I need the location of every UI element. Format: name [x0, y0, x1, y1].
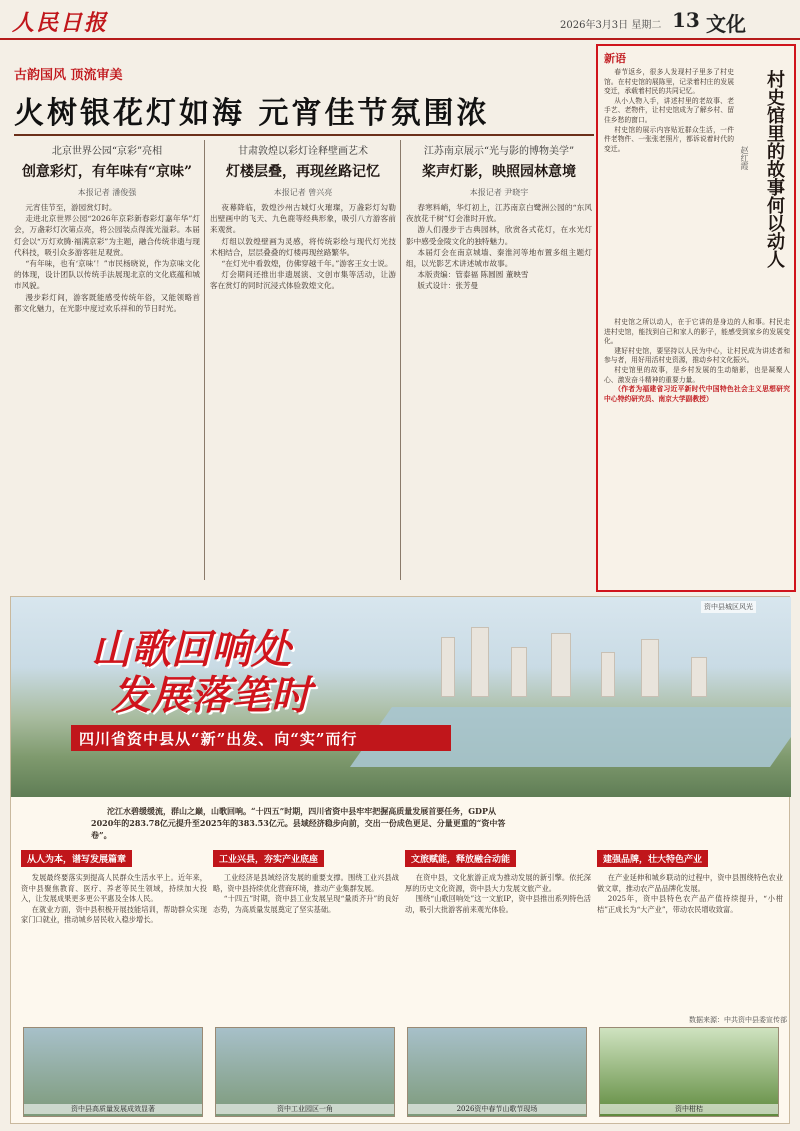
- building-shape: [691, 657, 707, 697]
- commentary-tag: 新语: [604, 52, 626, 65]
- feature-paragraph: 在资中县，文化旅游正成为推动发展的新引擎。依托深厚的历史文化资源，资中县大力发展文旅产业。: [405, 873, 591, 893]
- article-paragraph: “在灯光中看敦煌，仿佛穿越千年。”游客王女士说。: [221, 259, 393, 269]
- photo-caption: 资中县高质量发展成效显著: [24, 1104, 202, 1114]
- commentary-paragraph: 建好村史馆，要坚持以人民为中心，让村民成为讲述者和参与者，用好用活村史资源，推动乡村文化振兴。: [604, 346, 790, 365]
- article-paragraph: 游人们漫步于古典园林，欣赏各式花灯，在水光灯影中感受金陵文化的独特魅力。: [406, 225, 592, 246]
- commentary-author-note: （作者为福建省习近平新时代中国特色社会主义思想研究中心特约研究员、南京大学副教授）: [604, 385, 790, 403]
- article-paragraph: 本版责编：管泰福 陈圆圆 董映雪: [417, 270, 529, 280]
- newspaper-logo: 人民日报: [12, 10, 109, 36]
- feature-title: [91, 627, 311, 719]
- feature-paragraph: 在就业方面，资中县积极开展技能培训，帮助群众实现家门口就业，推动城乡居民收入稳步增长。: [21, 904, 207, 925]
- article-headline: 创意彩灯，有年味有“京味”: [21, 164, 193, 180]
- column-divider: [204, 140, 205, 580]
- article-subhead: 江苏南京展示“光与影的博物美学”: [423, 146, 575, 157]
- article-subhead: 北京世界公园“京彩”亮相: [51, 146, 163, 157]
- feature-title-line: 山歌回响处: [91, 626, 291, 673]
- headline-rule: [14, 134, 594, 136]
- feature-column-head: 建强品牌，壮大特色产业: [597, 850, 708, 867]
- feature-title-line: 发展落笔时: [111, 672, 311, 719]
- article-beijing: [14, 140, 200, 580]
- photo-caption: 资中工业园区一角: [216, 1104, 394, 1114]
- article-headline: 桨声灯影，映照园林意境: [422, 164, 576, 180]
- photo-citrus: [599, 1027, 779, 1117]
- article-dunhuang: [210, 140, 396, 580]
- page-number: 13: [672, 8, 700, 32]
- photo-industrial-park: [215, 1027, 395, 1117]
- photo-caption: 2026资中春节山歌节现场: [408, 1104, 586, 1114]
- commentary-title: 村史馆里的故事何以动人: [764, 70, 785, 268]
- feature-section: [10, 596, 790, 1124]
- feature-column-head: 从人为本，谱写发展篇章: [21, 850, 132, 867]
- photo-caption: 资中柑桔: [600, 1104, 778, 1114]
- feature-paragraph: 发展最终要落实到提高人民群众生活水平上。近年来，资中县聚焦教育、医疗、养老等民生领域，持续加大投入，让发展成果更多更公平惠及全体人民。: [21, 873, 207, 904]
- article-paragraph: 本届灯会在南京城墙、秦淮河等地布置多组主题灯组，以光影艺术讲述城市故事。: [406, 247, 592, 269]
- feature-column-head: 工业兴县，夯实产业底座: [213, 850, 324, 867]
- masthead: [0, 0, 800, 40]
- feature-lead: 沱江水碧缓缓流，群山之巅，山歌回响。“十四五”时期，四川省资中县牢牢把握高质量发展首要任务，GDP从2020年的283.78亿元提升至2025年的383.53亿元。县域经济稳步向前，交出一份成色更足、分量更重的“资中答卷”。: [91, 806, 506, 840]
- article-paragraph: 灯会期间还推出非遗展演、文创市集等活动，让游客在赏灯的同时沉浸式体验敦煌文化。: [210, 270, 396, 291]
- photo-caption: 资中县城区风光: [701, 601, 756, 613]
- photo-county-development: [23, 1027, 203, 1117]
- feature-paragraph: 2025年，资中县特色农产品产值持续提升，“小柑桔”正成长为“大产业”，带动农民增收致富。: [597, 894, 783, 914]
- building-shape: [511, 647, 527, 697]
- commentary-paragraph: 村史馆的展示内容贴近群众生活，一件件老物件、一张张老照片，都诉说着时代的变迁。: [604, 125, 734, 153]
- article-nanjing: [406, 140, 592, 580]
- article-byline: 本报记者 曾兴亮: [273, 188, 333, 197]
- top-kicker: 古韵国风 顶流审美: [14, 68, 123, 83]
- feature-paragraph: 在产业延伸和城乡联动的过程中，资中县围绕特色农业做文章，推动农产品品牌化发展。: [597, 873, 783, 893]
- column-divider: [400, 140, 401, 580]
- feature-subtitle-band: 四川省资中县从“新”出发、向“实”而行: [71, 725, 451, 751]
- building-shape: [601, 652, 615, 697]
- article-headline: 灯楼层叠，再现丝路记忆: [226, 164, 380, 180]
- building-shape: [641, 639, 659, 697]
- article-paragraph: “有年味，也有‘京味’！”市民杨晓说，作为京味文化的体现，设计团队以传统手法展现北京的文化底蕴和城市风貌。: [14, 259, 200, 291]
- photo-folk-song-festival: [407, 1027, 587, 1117]
- city-panorama-photo: [11, 597, 791, 797]
- article-byline: 本报记者 潘俊强: [77, 188, 137, 197]
- building-shape: [551, 633, 571, 697]
- article-paragraph: 走进北京世界公园“2026年京彩新春彩灯嘉年华”灯会，万盏彩灯次第点亮，将公园装点得流光溢彩。本届灯会以“万灯欢腾·福满京彩”为主题，融合传统非遗与现代科技，吸引众多游客驻足观赏。: [14, 214, 200, 257]
- article-byline: 本报记者 尹晓宇: [469, 188, 529, 197]
- article-paragraph: 春寒料峭，华灯初上，江苏南京白鹭洲公园的“东风夜放花千树”灯会准时开放。: [406, 203, 592, 224]
- article-paragraph: 灯组以敦煌壁画为灵感，将传统彩绘与现代灯光技术相结合，层层叠叠的灯楼再现丝路繁华。: [210, 236, 396, 257]
- building-shape: [441, 637, 455, 697]
- feature-paragraph: 工业经济是县域经济发展的重要支撑。围绕工业兴县战略，资中县持续优化营商环境，推动产业集群发展。: [213, 873, 399, 893]
- commentary-body-bottom: [604, 318, 790, 590]
- building-shape: [471, 627, 489, 697]
- article-paragraph: 元宵佳节至，游园赏灯时。: [25, 203, 117, 212]
- data-credit: 数据来源：中共资中县委宣传部: [689, 1016, 787, 1024]
- feature-paragraph: “十四五”时期，资中县工业发展呈现“量质齐升”的良好态势，为高质量发展奠定了坚实基础。: [213, 894, 399, 914]
- commentary-paragraph: 从小人物入手，讲述村里的老故事、老手艺、老物件，让村史馆成为了解乡村、留住乡愁的窗口。: [604, 96, 734, 124]
- issue-date: 2026年3月3日 星期二: [560, 20, 662, 31]
- feature-column-head: 文旅赋能，释放融合动能: [405, 850, 516, 867]
- commentary-body-top: [604, 68, 734, 318]
- top-headline: 火树银花灯如海 元宵佳节氛围浓: [14, 96, 490, 131]
- commentary-paragraph: 村史馆里的故事，是乡村发展的生动缩影，也是凝聚人心、激发奋斗精神的重要力量。: [604, 365, 790, 384]
- section-title: 文化: [706, 12, 746, 36]
- commentary-paragraph: 村史馆之所以动人，在于它讲的是身边的人和事。村民走进村史馆，能找到自己和家人的影子，能感受到家乡的发展变化。: [604, 318, 790, 346]
- article-paragraph: 版式设计：张芳曼: [417, 281, 479, 291]
- article-paragraph: 夜幕降临，敦煌沙州古城灯火璀璨，万盏彩灯勾勒出壁画中的飞天、九色鹿等经典形象，吸引八方游客前来观赏。: [210, 203, 396, 235]
- commentary-paragraph: 春节返乡，很多人发现村子里多了村史馆。在村史馆的展陈里，记录着村庄的发展变迁，承载着村民的共同记忆。: [604, 68, 734, 96]
- article-paragraph: 漫步彩灯间，游客既能感受传统年俗，又能领略首都文化魅力，在光影中度过欢乐祥和的节日时光。: [14, 292, 200, 313]
- commentary-byline: 赵红霞: [740, 146, 749, 170]
- article-subhead: 甘肃敦煌以彩灯诠释壁画艺术: [238, 146, 368, 157]
- commentary-box: [596, 44, 796, 592]
- feature-paragraph: 围绕“山歌回响处”这一文旅IP，资中县推出系列特色活动，吸引大批游客前来观光体验。: [405, 894, 591, 914]
